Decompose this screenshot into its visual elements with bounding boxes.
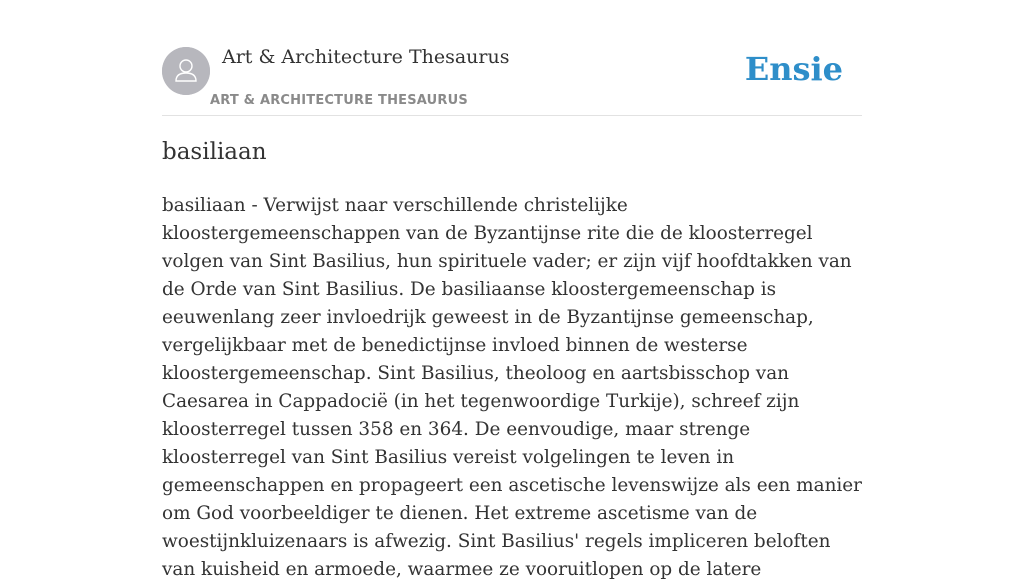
article-title: basiliaan xyxy=(162,139,267,165)
page-container xyxy=(162,0,862,580)
user-icon xyxy=(162,47,210,95)
ensie-logo[interactable]: Ensie xyxy=(744,50,843,88)
author-header xyxy=(162,0,862,116)
author-avatar[interactable] xyxy=(162,47,210,95)
author-name-link[interactable]: Art & Architecture Thesaurus xyxy=(222,46,510,68)
article-body: basiliaan - Verwijst naar verschillende christelijke kloostergemeenschappen van de Byzantijnse rite die de kloosterregel volgen van Sint Basilius, hun spirituele vader; er zijn vijf hoofdtakken van de Orde van Sint Basilius. De basiliaanse kloostergemeenschap is eeuwenlang zeer invloedrijk geweest in de Byzantijnse gemeenschap, vergelijkbaar met de benedictijnse invloed binnen de westerse kloostergemeenschap. Sint Basilius, theoloog en aartsbisschop van Caesarea in Cappadocië (in het tegenwoordige Turkije), schreef zijn kloosterregel tussen 358 en 364. De eenvoudige, maar strenge kloosterregel van Sint Basilius vereist volgelingen te leven in gemeenschappen en propageert een ascetische levenswijze als een manier om God voorbeeldiger te dienen. Het extreme ascetisme van de woestijnkluizenaars is afwezig. Sint Basilius' regels impliceren beloften van kuisheid en armoede, waarmee ze vooruitlopen op de latere xyxy=(162,195,862,580)
author-subtitle: ART & ARCHITECTURE THESAURUS xyxy=(210,93,468,108)
